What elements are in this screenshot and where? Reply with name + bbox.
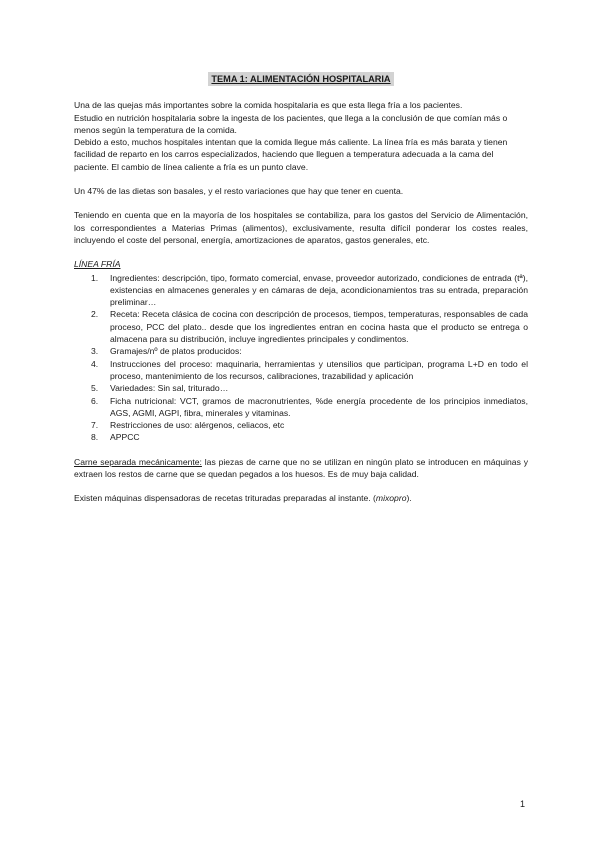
list-item-number: 3. xyxy=(91,346,99,357)
list-item-text: Ingredientes: descripción, tipo, formato comercial, envase, proveedor autorizado, condiciones de entrada (tª), existencias en almacenes generales y en cámaras de deja, acondicionamientos tras su entrada, preparación preliminar… xyxy=(110,272,528,308)
spacer xyxy=(74,197,528,209)
list-item xyxy=(74,358,528,383)
list-item-text: Variedades: Sin sal, triturado… xyxy=(110,383,229,394)
costs-paragraph: Teniendo en cuenta que en la mayoría de los hospitales se contabiliza, para los gastos del Servicio de Alimentación, los correspondientes a Materias Primas (alimentos), exclusivamente, resulta difícil ponderar los costes reales, incluyendo el coste del personal, energía, amortizaciones de aparatos, gastos generales, etc. xyxy=(74,210,528,245)
list-item-text: Instrucciones del proceso: maquinaria, herramientas y utensilios que participan, programa L+D en todo el proceso, mantenimiento de los recursos, calibraciones, trazabilidad y aplicación xyxy=(110,358,528,381)
list-item-text: Restricciones de uso: alérgenos, celiacos, etc xyxy=(110,420,285,431)
spacer xyxy=(74,246,528,258)
intro-line-1: Una de las quejas más importantes sobre la comida hospitalaria es que esta llega fría a los pacientes. xyxy=(74,100,463,111)
cold-line-heading: LÍNEA FRÍA xyxy=(74,259,121,270)
list-item-text: APPCC xyxy=(110,432,140,443)
list-item-number: 1. xyxy=(91,272,99,283)
list-item-text: Ficha nutricional: VCT, gramos de macronutrientes, %de energía procedente de los principios inmediatos, AGS, AGMI, AGPI, fibra, minerales y vitaminas. xyxy=(110,395,528,418)
list-item-number: 2. xyxy=(91,309,99,320)
mechanical-meat-text: las piezas de carne que no se utilizan en ningún plato se introducen en máquinas y extraen los restos de carne que se quedan pegados a los huesos. Es de muy baja calidad. xyxy=(74,456,528,480)
spacer xyxy=(74,444,528,456)
machines-brand: mixopro xyxy=(375,493,407,504)
list-item xyxy=(74,419,528,431)
basal-diets-paragraph: Un 47% de las dietas son basales, y el resto variaciones que hay que tener en cuenta. xyxy=(74,186,404,197)
list-item-number: 7. xyxy=(91,420,99,431)
list-item xyxy=(74,308,528,345)
intro-line-3: Debido a esto, muchos hospitales intentan que la comida llegue más caliente. La línea fría es más barata y tienen facilidad de reparto en los carros especializados, haciendo que lleguen a temperatura adecuada a la cama del paciente. El cambio de línea caliente a fría es un punto clave. xyxy=(74,137,508,172)
spacer xyxy=(74,480,528,492)
list-item-number: 6. xyxy=(91,395,99,406)
list-item-text: Receta: Receta clásica de cocina con descripción de procesos, tiempos, temperaturas, responsables de cada proceso, PCC del plato.. desde que los ingredientes entran en cocina hasta que el producto se entrega o almacena para su distribución, incluye ingredientes principales y condimentos. xyxy=(110,309,528,345)
list-item xyxy=(74,272,528,309)
page-number: 1 xyxy=(520,799,526,809)
cold-line-list xyxy=(74,272,528,444)
intro-line-2: Estudio en nutrición hospitalaria sobre la ingesta de los pacientes, que llega a la conclusión de que comían más o menos según la temperatura de la comida. xyxy=(74,112,508,135)
list-item-number: 4. xyxy=(91,358,99,369)
list-item xyxy=(74,345,528,357)
list-item xyxy=(74,431,528,443)
spacer xyxy=(74,173,528,185)
list-item-text: Gramajes/nº de platos producidos: xyxy=(110,346,242,357)
machines-text: Existen máquinas dispensadoras de recetas trituradas preparadas al instante. ( xyxy=(74,493,376,504)
machines-text-end: ). xyxy=(406,493,412,504)
mechanical-meat-paragraph xyxy=(74,456,528,481)
mechanical-meat-label: Carne separada mecánicamente: xyxy=(74,456,202,467)
document-title: TEMA 1: ALIMENTACIÓN HOSPITALARIA xyxy=(208,72,393,86)
list-item xyxy=(74,395,528,420)
list-item xyxy=(74,382,528,394)
title-wrap xyxy=(74,72,528,86)
list-item-number: 5. xyxy=(91,383,99,394)
machines-paragraph xyxy=(74,492,528,504)
document-page xyxy=(74,72,528,505)
list-item-number: 8. xyxy=(91,432,99,443)
